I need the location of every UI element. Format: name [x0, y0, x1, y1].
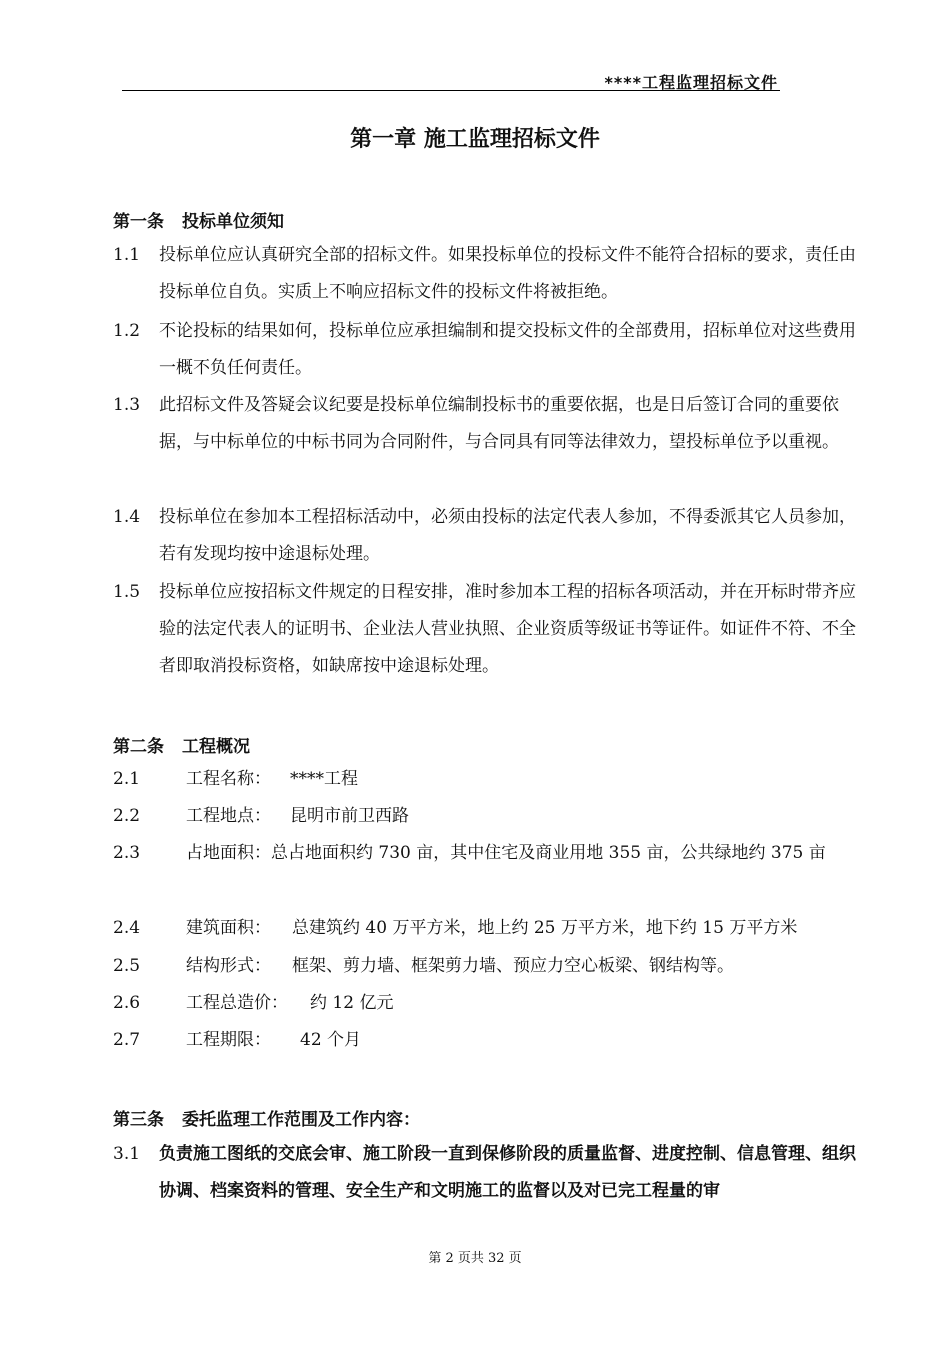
field-label: 工程总造价： — [186, 993, 288, 1013]
clause-text: 不论投标的结果如何，投标单位应承担编制和提交投标文件的全部费用，招标单位对这些费用一概不负任何责任。 — [159, 321, 856, 378]
section-title: 投标单位须知 — [182, 212, 284, 232]
field-value: 框架、剪力墙、框架剪力墙、预应力空心板梁、钢结构等。 — [292, 956, 734, 976]
clause-1-2 — [113, 313, 865, 387]
clause-number: 2.1 — [113, 769, 141, 789]
section-title: 委托监理工作范围及工作内容： — [182, 1110, 420, 1130]
clause-text: 投标单位在参加本工程招标活动中，必须由投标的法定代表人参加，不得委派其它人员参加，若有发现均按中途退标处理。 — [159, 507, 856, 564]
page-number: 第 2 页共 32 页 — [428, 1251, 522, 1266]
clause-number: 2.2 — [113, 806, 141, 826]
clause-number: 1.5 — [113, 582, 141, 602]
clause-text: 投标单位应认真研究全部的招标文件。如果投标单位的投标文件不能符合招标的要求，责任由投标单位自负。实质上不响应招标文件的投标文件将被拒绝。 — [159, 245, 856, 302]
section-label: 第三条 — [113, 1110, 164, 1130]
section-title: 工程概况 — [182, 737, 250, 757]
section-heading-2 — [113, 732, 250, 757]
field-value: ****工程 — [290, 769, 358, 789]
clause-number: 2.3 — [113, 843, 141, 863]
field-label: 工程地点： — [186, 806, 271, 826]
clause-number: 2.6 — [113, 993, 141, 1013]
field-value: 昆明市前卫西路 — [290, 806, 409, 826]
field-label: 结构形式： — [186, 956, 271, 976]
clause-3-1 — [113, 1136, 865, 1210]
clause-1-3 — [113, 387, 865, 461]
clause-1-1 — [113, 237, 865, 311]
clause-text: 此招标文件及答疑会议纪要是投标单位编制投标书的重要依据，也是日后签订合同的重要依据，与中标单位的中标书同为合同附件，与合同具有同等法律效力，望投标单位予以重视。 — [159, 395, 839, 452]
field-text: 占地面积：总占地面积约 730 亩，其中住宅及商业用地 355 亩，公共绿地约 375 亩 — [186, 843, 826, 863]
clause-1-4 — [113, 499, 865, 573]
section-label: 第一条 — [113, 212, 164, 232]
land-area-row — [113, 835, 865, 872]
field-label: 建筑面积： — [186, 918, 271, 938]
field-value: 总建筑约 40 万平方米，地上约 25 万平方米，地下约 15 万平方米 — [292, 918, 798, 938]
field-label: 工程期限： — [186, 1030, 271, 1050]
field-label: 工程名称： — [186, 769, 271, 789]
chapter-title: 第一章 施工监理招标文件 — [350, 127, 600, 152]
clause-number: 1.4 — [113, 507, 141, 527]
clause-number: 2.5 — [113, 956, 141, 976]
header-divider — [122, 90, 780, 91]
field-value: 42 个月 — [300, 1030, 362, 1050]
clause-1-5 — [113, 574, 865, 685]
section-label: 第二条 — [113, 737, 164, 757]
clause-number: 1.2 — [113, 321, 141, 341]
clause-number: 1.3 — [113, 395, 141, 415]
clause-text: 投标单位应按招标文件规定的日程安排，准时参加本工程的招标各项活动，并在开标时带齐应验的法定代表人的证明书、企业法人营业执照、企业资质等级证书等证件。如证件不符、不全者即取消投标资格，如缺席按中途退标处理。 — [159, 582, 856, 676]
clause-text: 负责施工图纸的交底会审、施工阶段一直到保修阶段的质量监督、进度控制、信息管理、组织协调、档案资料的管理、安全生产和文明施工的监督以及对已完工程量的审 — [159, 1144, 856, 1201]
clause-number: 2.7 — [113, 1030, 141, 1050]
clause-number: 3.1 — [113, 1144, 141, 1164]
field-value: 约 12 亿元 — [310, 993, 394, 1013]
clause-number: 2.4 — [113, 918, 141, 938]
section-heading-3 — [113, 1105, 420, 1130]
clause-number: 1.1 — [113, 245, 141, 265]
page-header-title: ****工程监理招标文件 — [604, 73, 778, 92]
section-heading-1 — [113, 207, 284, 232]
